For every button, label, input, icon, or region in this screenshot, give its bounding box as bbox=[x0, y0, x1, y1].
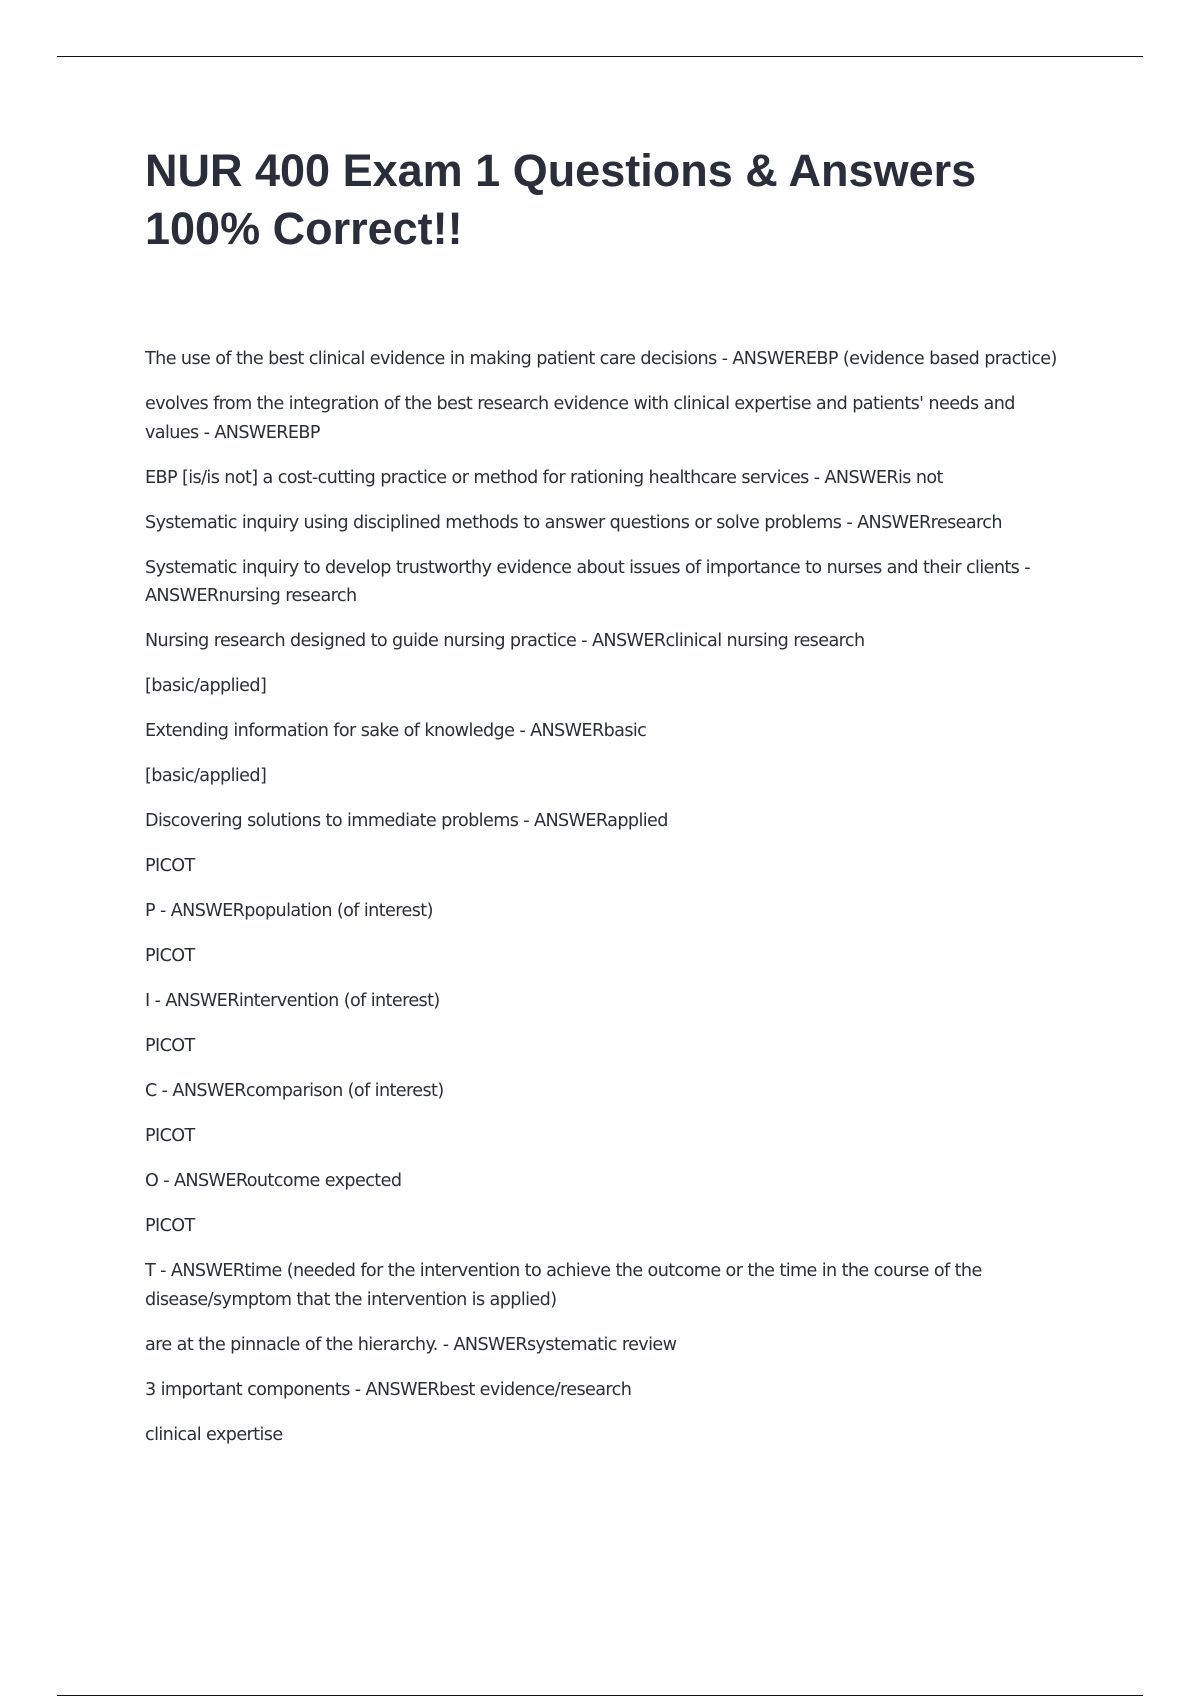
qa-entry: PICOT bbox=[145, 1126, 195, 1146]
qa-entry: PICOT bbox=[145, 856, 195, 876]
qa-entry: Discovering solutions to immediate problems - ANSWERapplied bbox=[145, 811, 668, 831]
document-title: NUR 400 Exam 1 Questions & Answers 100% Correct!! bbox=[145, 145, 977, 254]
qa-entry: evolves from the integration of the best research evidence with clinical expertise and patients' needs and values - ANSWEREBP bbox=[145, 394, 1015, 443]
qa-entry: 3 important components - ANSWERbest evidence/research bbox=[145, 1379, 632, 1400]
qa-entry: EBP [is/is not] a cost-cutting practice or method for rationing healthcare services - ANSWERis not bbox=[145, 467, 943, 488]
qa-entry: PICOT bbox=[145, 1036, 195, 1056]
qa-list bbox=[145, 345, 1060, 1466]
qa-entry: PICOT bbox=[145, 1216, 195, 1236]
top-divider bbox=[57, 56, 1143, 57]
qa-entry: Extending information for sake of knowledge - ANSWERbasic bbox=[145, 721, 647, 741]
qa-entry: O - ANSWERoutcome expected bbox=[145, 1171, 402, 1191]
qa-entry: C - ANSWERcomparison (of interest) bbox=[145, 1081, 444, 1101]
bottom-divider bbox=[57, 1695, 1143, 1696]
qa-entry: [basic/applied] bbox=[145, 766, 267, 786]
qa-entry: clinical expertise bbox=[145, 1424, 283, 1445]
qa-entry: I - ANSWERintervention (of interest) bbox=[145, 991, 440, 1011]
qa-entry: T - ANSWERtime (needed for the intervention to achieve the outcome or the time in the course of the disease/symptom that the intervention is applied) bbox=[145, 1261, 982, 1310]
qa-entry: are at the pinnacle of the hierarchy. - ANSWERsystematic review bbox=[145, 1334, 677, 1355]
qa-entry: Systematic inquiry to develop trustworthy evidence about issues of importance to nurses and their clients - ANSWERnursing research bbox=[145, 557, 1030, 606]
qa-entry: PICOT bbox=[145, 946, 195, 966]
qa-entry: [basic/applied] bbox=[145, 676, 267, 696]
qa-entry: Nursing research designed to guide nursing practice - ANSWERclinical nursing research bbox=[145, 631, 865, 651]
qa-entry: The use of the best clinical evidence in making patient care decisions - ANSWEREBP (evidence based practice) bbox=[145, 349, 1057, 369]
qa-entry: P - ANSWERpopulation (of interest) bbox=[145, 901, 433, 921]
qa-entry: Systematic inquiry using disciplined methods to answer questions or solve problems - ANSWERresearch bbox=[145, 512, 1002, 533]
